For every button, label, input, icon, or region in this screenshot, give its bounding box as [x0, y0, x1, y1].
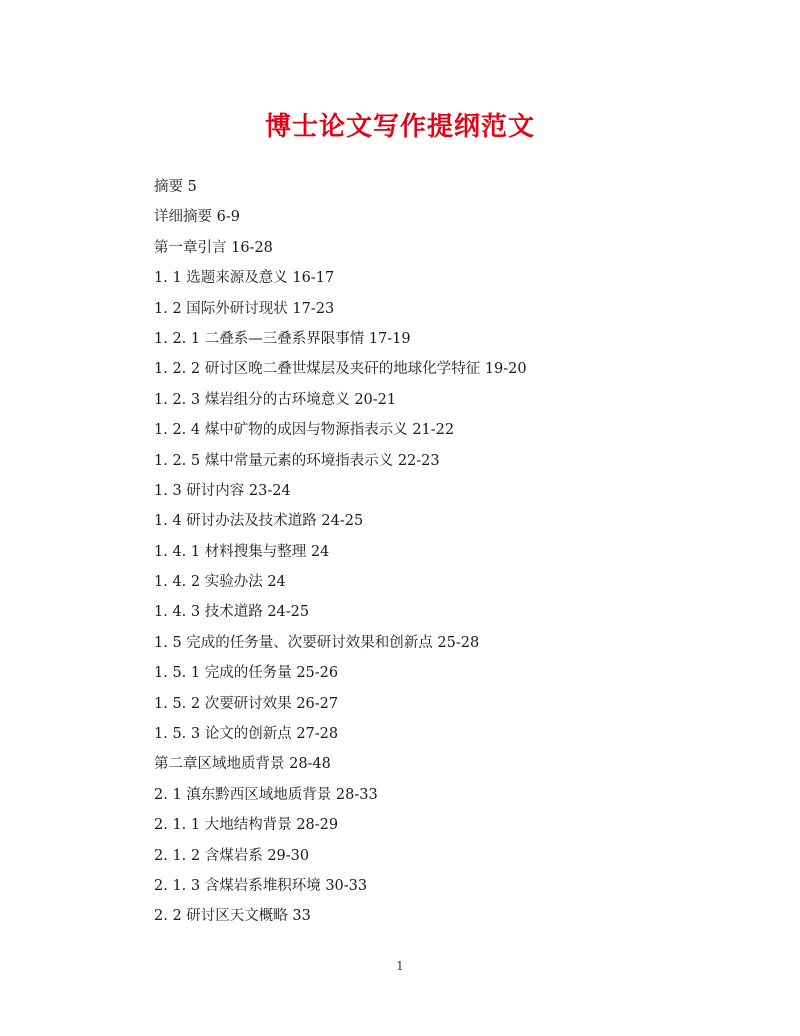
- toc-entry: 1. 5. 3 论文的创新点 27-28: [154, 726, 339, 743]
- toc-entry: 1. 4 研讨办法及技术道路 24-25: [154, 513, 364, 530]
- toc-entry: 第一章引言 16-28: [154, 239, 273, 256]
- toc-entry: 1. 2 国际外研讨现状 17-23: [154, 300, 335, 317]
- table-of-contents: [154, 172, 714, 932]
- toc-entry: 2. 1. 2 含煤岩系 29-30: [154, 847, 310, 864]
- toc-entry: 2. 1. 3 含煤岩系堆积环境 30-33: [154, 877, 368, 894]
- toc-entry: 1. 5. 2 次要研讨效果 26-27: [154, 695, 339, 712]
- toc-entry: 1. 4. 3 技术道路 24-25: [154, 604, 310, 621]
- toc-entry: 1. 2. 2 研讨区晚二叠世煤层及夹矸的地球化学特征 19-20: [154, 361, 527, 378]
- toc-entry: 1. 5 完成的任务量、次要研讨效果和创新点 25-28: [154, 634, 480, 651]
- toc-entry: 摘要 5: [154, 179, 197, 195]
- document-title: 博士论文写作提纲范文: [264, 112, 535, 142]
- toc-entry: 1. 4. 1 材料搜集与整理 24: [154, 543, 330, 560]
- toc-entry: 详细摘要 6-9: [154, 209, 240, 226]
- toc-entry: 2. 2 研讨区天文概略 33: [154, 908, 311, 925]
- toc-entry: 2. 1 滇东黔西区域地质背景 28-33: [154, 786, 378, 803]
- toc-entry: 1. 2. 5 煤中常量元素的环境指表示义 22-23: [154, 452, 440, 469]
- toc-entry: 1. 4. 2 实验办法 24: [154, 574, 286, 591]
- toc-entry: 1. 3 研讨内容 23-24: [154, 482, 291, 499]
- toc-entry: 2. 1. 1 大地结构背景 28-29: [154, 817, 339, 834]
- toc-entry: 1. 2. 3 煤岩组分的古环境意义 20-21: [154, 391, 397, 408]
- toc-entry: 1. 1 选题来源及意义 16-17: [154, 270, 335, 287]
- toc-entry: 1. 2. 4 煤中矿物的成因与物源指表示义 21-22: [154, 422, 455, 439]
- page-number: 1: [396, 959, 404, 973]
- toc-entry: 1. 5. 1 完成的任务量 25-26: [154, 665, 339, 682]
- toc-entry: 第二章区域地质背景 28-48: [154, 756, 331, 773]
- toc-entry: 1. 2. 1 二叠系—三叠系界限事情 17-19: [154, 330, 411, 347]
